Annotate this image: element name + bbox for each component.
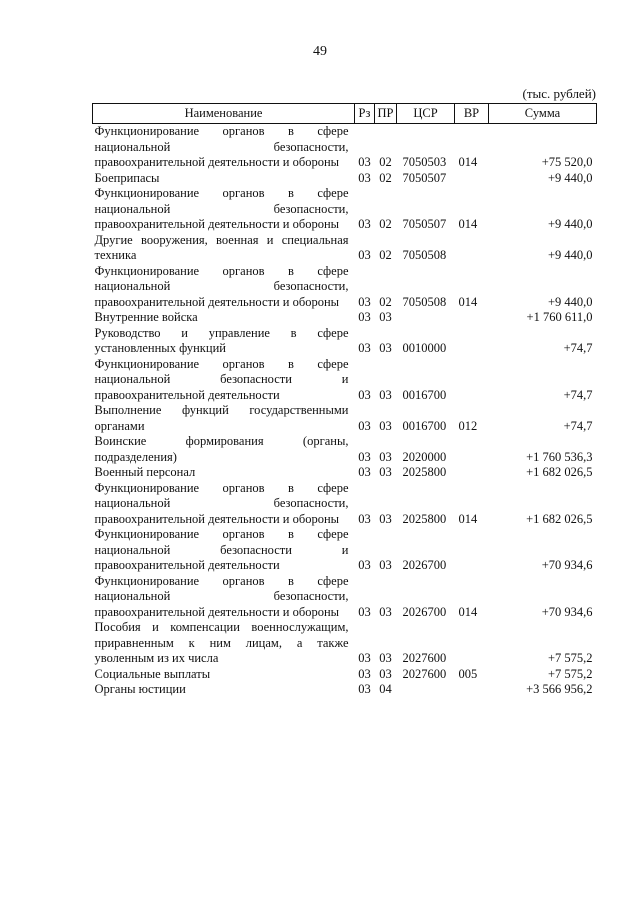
table-header: [93, 104, 597, 124]
cell-sum: +74,7: [563, 418, 593, 433]
table-row: [93, 527, 597, 574]
cell-csr: 2027600: [402, 666, 447, 681]
cell-vr: [455, 357, 489, 404]
table-row: [93, 310, 597, 326]
cell-name: Боеприпасы: [94, 170, 160, 185]
cell-name: Воинские формирования (органы, подразделения): [94, 434, 349, 464]
cell-vr: [455, 682, 489, 698]
cell-sum: +9 440,0: [547, 248, 593, 262]
cell-pr: 03: [379, 604, 392, 619]
cell-pr: 03: [379, 387, 392, 402]
cell-sum: +3 566 956,2: [526, 682, 593, 696]
table-row: [93, 186, 597, 233]
cell-sum: +75 520,0: [541, 155, 593, 169]
cell-name: Функционирование органов в сфере национальной безопасности и правоохранительной деятельности: [94, 527, 349, 572]
table-row: [93, 682, 597, 698]
table-row: [93, 264, 597, 311]
cell-csr: [397, 310, 455, 326]
cell-sum: +1 760 611,0: [526, 310, 593, 324]
table-row: [93, 171, 597, 187]
table-row: [93, 403, 597, 434]
cell-sum: +70 934,6: [541, 604, 593, 619]
cell-pr: 03: [379, 666, 392, 681]
cell-sum: +7 575,2: [547, 651, 593, 665]
cell-csr: 0010000: [402, 341, 447, 355]
table-row: [93, 326, 597, 357]
cell-pr: 03: [379, 511, 392, 526]
cell-pr: 03: [379, 341, 392, 355]
cell-csr: 2027600: [402, 651, 447, 665]
cell-vr: 005: [458, 666, 478, 681]
header-pr: ПР: [375, 104, 397, 124]
cell-csr: 2026700: [402, 558, 447, 572]
cell-name: Другие вооружения, военная и специальная техника: [94, 232, 349, 262]
cell-pr: 03: [379, 651, 392, 665]
cell-sum: +9 440,0: [547, 294, 593, 309]
cell-csr: 2020000: [402, 449, 447, 464]
cell-pr: 02: [379, 248, 392, 262]
table-row: [93, 481, 597, 528]
cell-pr: 02: [379, 217, 392, 231]
cell-pr: 03: [379, 310, 392, 324]
cell-name: Функционирование органов в сфере национальной безопасности, правоохранительной деятельности и обороны: [94, 124, 349, 169]
cell-rz: 03: [358, 604, 371, 619]
header-sum: Сумма: [489, 104, 597, 124]
cell-csr: 7050503: [402, 155, 447, 169]
cell-rz: 03: [358, 294, 371, 309]
cell-pr: 03: [379, 558, 392, 572]
cell-name: Выполнение функций государственными органами: [94, 403, 349, 433]
cell-rz: 03: [358, 682, 371, 696]
cell-pr: 03: [379, 449, 392, 464]
cell-sum: +1 682 026,5: [526, 465, 593, 479]
cell-vr: [455, 434, 489, 465]
table-row: [93, 233, 597, 264]
table-row: [93, 574, 597, 621]
table-row: [93, 620, 597, 667]
cell-vr: [455, 326, 489, 357]
cell-name: Пособия и компенсации военнослужащим, приравненным к ним лицам, а также уволенным из их числа: [94, 620, 349, 665]
cell-name: Функционирование органов в сфере национальной безопасности, правоохранительной деятельности и обороны: [94, 480, 349, 526]
cell-pr: 04: [379, 682, 392, 696]
cell-name: Органы юстиции: [94, 682, 186, 696]
cell-sum: +74,7: [563, 341, 593, 355]
cell-vr: [455, 465, 489, 481]
cell-csr: 7050507: [402, 170, 447, 185]
cell-sum: +70 934,6: [541, 558, 593, 572]
page-number: 49: [313, 44, 327, 59]
cell-name: Военный персонал: [94, 465, 196, 479]
cell-sum: +9 440,0: [547, 170, 593, 185]
cell-vr: [455, 310, 489, 326]
table-row: [93, 357, 597, 404]
table-row: [93, 465, 597, 481]
cell-vr: [455, 620, 489, 667]
table-row: [93, 667, 597, 683]
table-row: [93, 124, 597, 171]
cell-csr: 7050508: [402, 248, 447, 262]
cell-name: Внутренние войска: [94, 310, 198, 324]
cell-rz: 03: [358, 511, 371, 526]
cell-rz: 03: [358, 387, 371, 402]
cell-rz: 03: [358, 465, 371, 479]
cell-vr: 014: [458, 511, 478, 526]
cell-rz: 03: [358, 651, 371, 665]
cell-pr: 02: [379, 170, 392, 185]
cell-rz: 03: [358, 418, 371, 433]
cell-sum: +1 682 026,5: [526, 511, 593, 526]
cell-rz: 03: [358, 217, 371, 231]
cell-vr: 014: [458, 604, 478, 619]
header-name: Наименование: [93, 104, 355, 124]
cell-csr: 2025800: [402, 511, 447, 526]
cell-vr: [455, 527, 489, 574]
cell-pr: 02: [379, 294, 392, 309]
cell-vr: [455, 233, 489, 264]
cell-rz: 03: [358, 310, 371, 324]
cell-name: Функционирование органов в сфере национальной безопасности, правоохранительной деятельности и обороны: [94, 186, 349, 231]
cell-vr: 014: [458, 155, 478, 169]
cell-rz: 03: [358, 155, 371, 169]
cell-sum: +9 440,0: [547, 217, 593, 231]
cell-rz: 03: [358, 558, 371, 572]
cell-csr: 7050508: [402, 294, 447, 309]
cell-name: Функционирование органов в сфере национальной безопасности и правоохранительной деятельности: [94, 356, 349, 402]
cell-sum: +1 760 536,3: [526, 449, 593, 464]
cell-pr: 03: [379, 465, 392, 479]
cell-vr: 014: [458, 217, 478, 231]
cell-name: Функционирование органов в сфере национальной безопасности, правоохранительной деятельности и обороны: [94, 573, 349, 619]
cell-csr: 0016700: [402, 387, 447, 402]
cell-vr: 012: [458, 418, 478, 433]
cell-vr: [455, 171, 489, 187]
cell-sum: +7 575,2: [547, 666, 593, 681]
units-label: (тыс. рублей): [522, 86, 596, 101]
header-csr: ЦСР: [397, 104, 455, 124]
cell-pr: 03: [379, 418, 392, 433]
cell-name: Социальные выплаты: [94, 666, 211, 681]
cell-csr: 0016700: [402, 418, 447, 433]
cell-csr: 7050507: [402, 217, 447, 231]
cell-name: Функционирование органов в сфере национальной безопасности, правоохранительной деятельности и обороны: [94, 263, 349, 309]
header-vr: ВР: [455, 104, 489, 124]
cell-rz: 03: [358, 449, 371, 464]
cell-csr: 2026700: [402, 604, 447, 619]
cell-pr: 02: [379, 155, 392, 169]
cell-csr: [397, 682, 455, 698]
cell-sum: +74,7: [563, 387, 593, 402]
cell-rz: 03: [358, 170, 371, 185]
header-rz: Рз: [355, 104, 375, 124]
cell-vr: 014: [458, 294, 478, 309]
table-row: [93, 434, 597, 465]
cell-rz: 03: [358, 666, 371, 681]
cell-csr: 2025800: [402, 465, 447, 479]
cell-rz: 03: [358, 248, 371, 262]
budget-table: [92, 103, 597, 698]
cell-name: Руководство и управление в сфере установленных функций: [94, 325, 349, 355]
cell-rz: 03: [358, 341, 371, 355]
table-body: [93, 124, 597, 698]
